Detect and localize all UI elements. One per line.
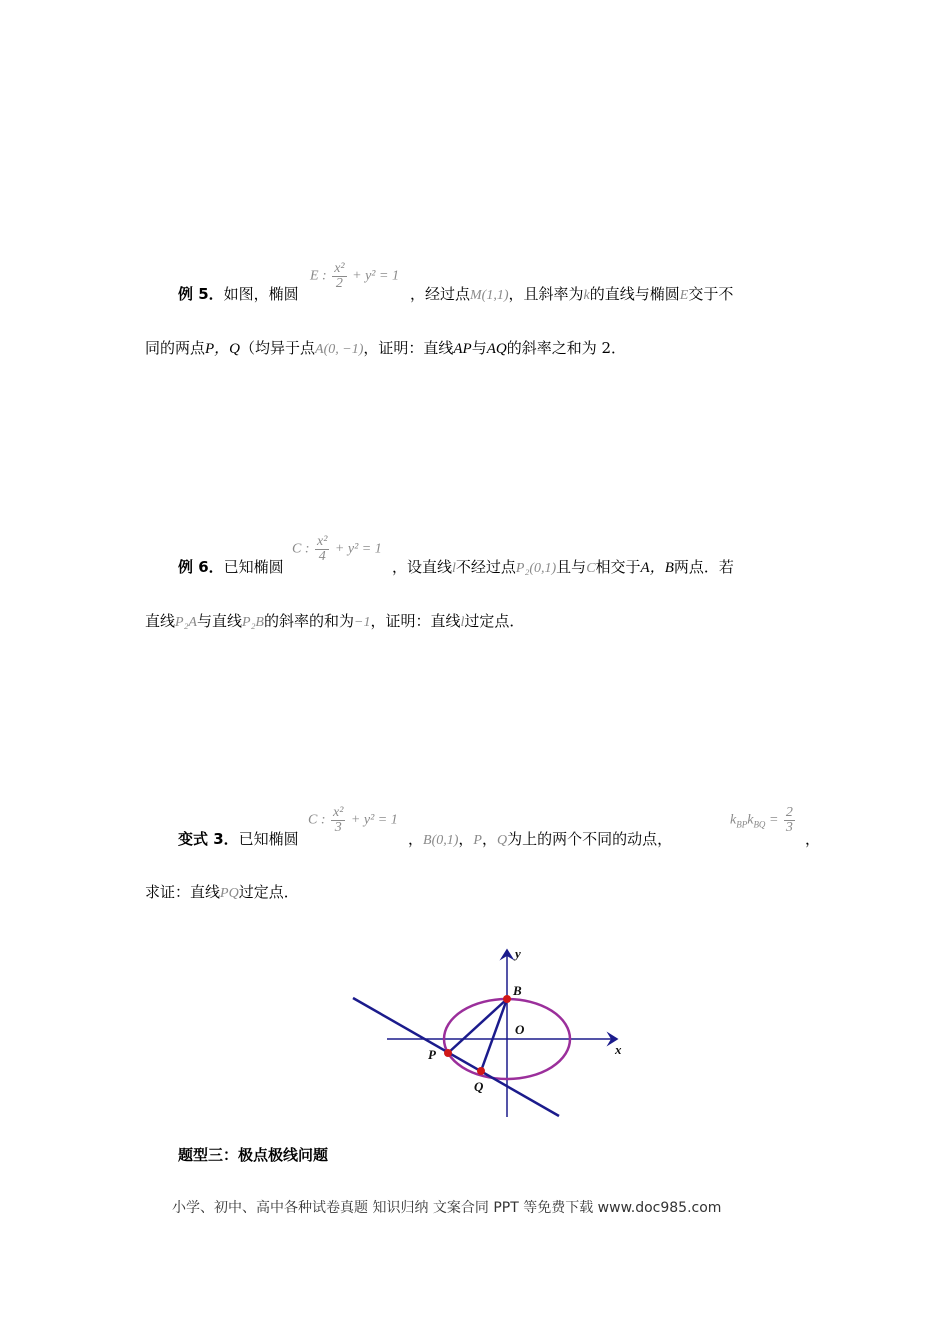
ex6-label: 例 6．	[178, 558, 224, 576]
var3-line1: 变式 3．已知椭圆	[178, 830, 299, 848]
point-q	[477, 1067, 485, 1075]
ex6-equation: C : $\frac{\text{x²}}{4}$ + y² = 1	[292, 534, 382, 564]
section-title: 题型三：极点极线问题	[178, 1146, 329, 1164]
ex5-line1	[178, 284, 299, 304]
ex5-line2: 同的两点P，Q（均异于点A(0, −1)，证明：直线AP与AQ的斜率之和为 2．	[145, 339, 627, 357]
o-label: O	[515, 1022, 525, 1037]
var3-equation: C : $\frac{\text{x²}}{3}$ + y² = 1	[308, 805, 398, 835]
point-b	[503, 995, 511, 1003]
ex5-point-m: M(1,1)	[470, 288, 509, 303]
b-label: B	[513, 983, 522, 998]
ex6-line1: 例 6．已知椭圆	[178, 558, 284, 576]
ex5-text: 如图，椭圆	[223, 285, 299, 303]
ex5-line1-rest: ，经过点M(1,1)，且斜率为k的直线与椭圆E交于不	[410, 285, 734, 303]
q-label: Q	[474, 1079, 484, 1094]
y-axis-label: y	[515, 946, 521, 961]
ex6-line2: 直线P₂A与直线P₂B的斜率的和为−1，证明：直线l过定点．	[145, 612, 525, 630]
ex5-label: 例 5．	[178, 285, 224, 303]
var3-line2: 求证：直线PQ过定点．	[145, 883, 299, 901]
footer: 小学、初中、高中各种试卷真题 知识归纳 文案合同 PPT 等免费下载 www.doc985.com	[172, 1200, 722, 1216]
x-axis-label: x	[615, 1042, 622, 1057]
point-p	[444, 1049, 452, 1057]
ex5-equation: E : $\frac{\text{x²}}{2}$ + y² = 1	[310, 261, 399, 291]
var3-label: 变式 3．	[178, 830, 239, 848]
ellipse-figure	[345, 942, 635, 1122]
ex6-line1-rest: ，设直线l不经过点P₂(0,1)且与C相交于A，B两点．若	[392, 558, 734, 576]
var3-line1-rest: ，B(0,1)，P，Q为上的两个不同的动点，	[408, 830, 673, 848]
ex5-point-a: A(0, −1)	[315, 342, 364, 357]
var3-comma-end: ，	[805, 830, 821, 848]
var3-k-product: $k_{BP}k_{BQ}$ = $\frac{2}{3}$	[730, 805, 793, 835]
p-label: P	[428, 1047, 436, 1062]
